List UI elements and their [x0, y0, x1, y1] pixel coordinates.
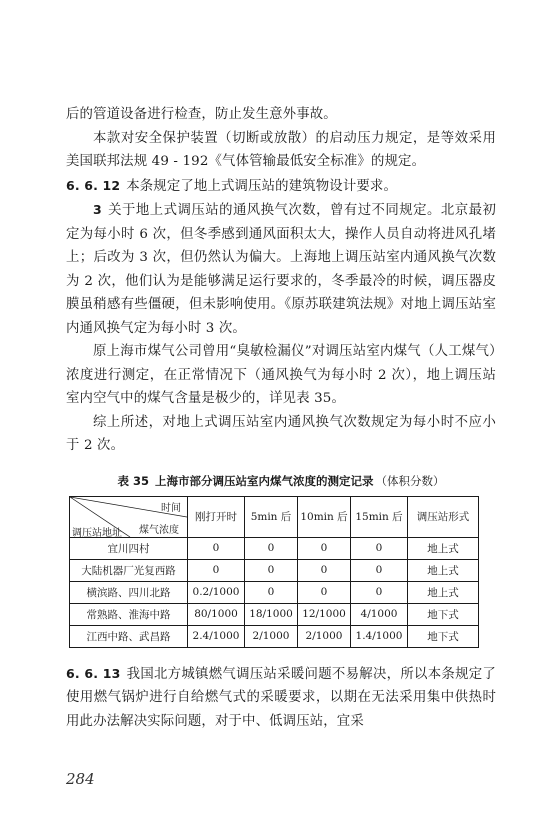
table-header-row [70, 496, 479, 537]
table-row [70, 559, 479, 581]
corner-label-time: 时间 [161, 502, 181, 514]
column-header: 10min 后 [298, 496, 351, 537]
clause-6-6-12 [66, 174, 496, 199]
paragraph-measurement: 原上海市煤气公司曾用“臭敏检漏仪”对调压站室内煤气（人工煤气）浓度进行测定，在正常情况下（通风换气为每小时 2 次），地上调压站室内空气中的煤气含量是极少的，详见表 35。 [66, 344, 496, 406]
clause-number: 6. 6. 12 [66, 177, 121, 193]
value-cell: 0 [245, 581, 298, 603]
value-cell: 0 [351, 581, 408, 603]
paragraph-conclusion: 综上所述，对地上式调压站室内通风换气次数规定为每小时不应小于 2 次。 [66, 414, 496, 453]
table-row [70, 537, 479, 559]
value-cell: 0 [351, 559, 408, 581]
type-cell: 地下式 [408, 603, 479, 625]
value-cell: 0 [245, 537, 298, 559]
type-cell: 地上式 [408, 559, 479, 581]
item-number: 3 [93, 202, 102, 217]
column-header: 15min 后 [351, 496, 408, 537]
clause-6-6-13 [66, 662, 496, 734]
site-cell: 江西中路、武昌路 [70, 625, 188, 647]
gas-concentration-table [69, 496, 479, 648]
page-number: 284 [66, 770, 95, 788]
value-cell: 4/1000 [351, 603, 408, 625]
table-unit: （体积分数） [375, 473, 445, 488]
column-header: 刚打开时 [188, 496, 245, 537]
value-cell: 1.4/1000 [351, 625, 408, 647]
value-cell: 0 [188, 559, 245, 581]
item-3 [66, 198, 496, 340]
clause-text: 本条规定了地上式调压站的建筑物设计要求。 [126, 178, 398, 194]
table-row [70, 581, 479, 603]
value-cell: 0.2/1000 [188, 581, 245, 603]
document-body [66, 103, 496, 733]
value-cell: 0 [351, 537, 408, 559]
site-cell: 常熟路、淮海中路 [70, 603, 188, 625]
site-cell: 大陆机器厂光复西路 [70, 559, 188, 581]
site-cell: 横滨路、四川北路 [70, 581, 188, 603]
item-text: 关于地上式调压站的通风换气次数，曾有过不同规定。北京最初定为每小时 6 次，但冬季感到通风面积太大，操作人员自动将进风孔堵上；后改为 3 次，但仍然认为偏大。上海地上调压站室内通风换气次数为 2 次，他们认为是能够满足运行要求的，冬季最冷的时候，调压器皮膜虽稍感有些僵硬，但未影响使用。《原苏联建筑法规》对地上调压站室内通风换气定为每小时 3 次。 [66, 203, 496, 336]
value-cell: 80/1000 [188, 603, 245, 625]
type-cell: 地上式 [408, 581, 479, 603]
clause-number: 6. 6. 13 [66, 665, 121, 681]
value-cell: 2.4/1000 [188, 625, 245, 647]
type-cell: 地下式 [408, 625, 479, 647]
paragraph-safety-device: 本款对安全保护装置（切断或放散）的启动压力规定，是等效采用美国联邦法规 49 - 192《气体管输最低安全标准》的规定。 [66, 130, 496, 169]
table-caption [66, 472, 496, 490]
value-cell: 0 [298, 537, 351, 559]
value-cell: 0 [188, 537, 245, 559]
type-cell: 地上式 [408, 537, 479, 559]
column-header: 5min 后 [245, 496, 298, 537]
value-cell: 2/1000 [245, 625, 298, 647]
table-label: 表 35 [117, 473, 149, 488]
table-row [70, 603, 479, 625]
value-cell: 0 [298, 559, 351, 581]
value-cell: 18/1000 [245, 603, 298, 625]
table-title: 上海市部分调压站室内煤气浓度的测定记录 [155, 473, 374, 488]
site-cell: 宜川四村 [70, 537, 188, 559]
value-cell: 0 [298, 581, 351, 603]
value-cell: 2/1000 [298, 625, 351, 647]
corner-label-site: 调压站地址 [72, 527, 122, 539]
table-corner-cell [70, 496, 188, 537]
value-cell: 12/1000 [298, 603, 351, 625]
value-cell: 0 [245, 559, 298, 581]
paragraph-continuation: 后的管道设备进行检查，防止发生意外事故。 [66, 107, 337, 122]
corner-label-concentration: 煤气浓度 [139, 524, 179, 536]
column-header: 调压站形式 [408, 496, 479, 537]
clause-text: 我国北方城镇燃气调压站采暖问题不易解决，所以本条规定了使用燃气锅炉进行自给燃气式的采暖要求，以期在无法采用集中供热时用此办法解决实际问题，对于中、低调压站，宜采 [66, 666, 496, 729]
table-row [70, 625, 479, 647]
